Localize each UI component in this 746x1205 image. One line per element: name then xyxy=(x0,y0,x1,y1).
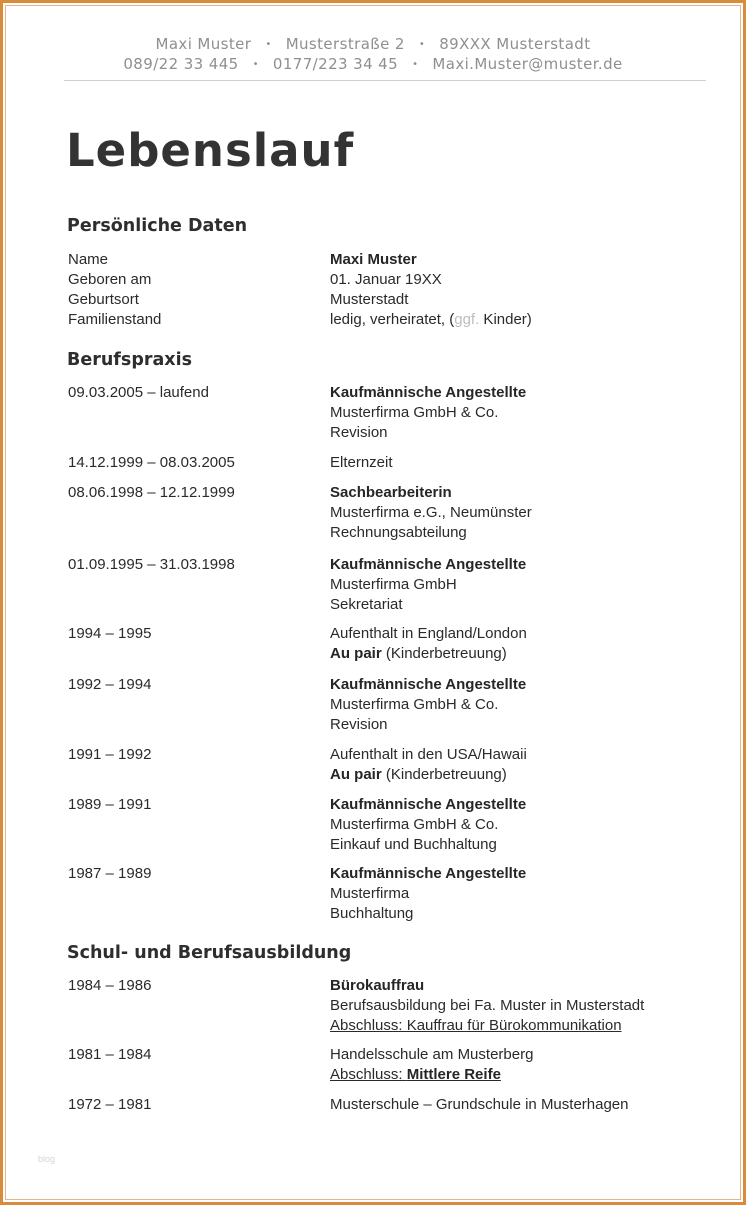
separator-dot: • xyxy=(265,38,272,50)
contact-line-1 xyxy=(0,34,746,54)
row-value: Musterstadt xyxy=(330,291,409,308)
entry-note: (Kinderbetreuung) xyxy=(381,765,507,783)
entry-line: Handelsschule am Musterberg xyxy=(330,1046,534,1063)
entry-company: Musterfirma GmbH xyxy=(330,575,457,593)
entry-date: 1991 – 1992 xyxy=(68,746,152,763)
entry-department: Einkauf und Buchhaltung xyxy=(330,835,497,853)
entry-details xyxy=(330,745,527,785)
marital-optional: ggf. xyxy=(454,311,480,328)
entry-line: Aufenthalt in England/London xyxy=(330,625,527,642)
entry-details xyxy=(330,1095,629,1115)
header-mobile: 0177/223 34 45 xyxy=(272,55,399,73)
entry-line xyxy=(330,765,527,785)
entry-role: Kaufmännische Angestellte xyxy=(330,796,527,813)
entry-text: Elternzeit xyxy=(330,454,393,471)
row-value: 01. Januar 19XX xyxy=(330,271,442,288)
entry-date: 1981 – 1984 xyxy=(68,1046,152,1063)
entry-details xyxy=(330,624,527,664)
row-value xyxy=(330,310,532,330)
entry-role: Kaufmännische Angestellte xyxy=(330,556,527,573)
header-divider xyxy=(64,80,706,81)
section-heading-personal: Persönliche Daten xyxy=(67,216,248,236)
entry-date: 08.06.1998 – 12.12.1999 xyxy=(68,484,235,501)
entry-line xyxy=(330,644,527,664)
watermark-text: blog xyxy=(38,1154,56,1164)
entry-date: 01.09.1995 – 31.03.1998 xyxy=(68,556,235,573)
entry-company: Musterfirma GmbH & Co. xyxy=(330,815,499,833)
entry-role: Sachbearbeiterin xyxy=(330,484,452,501)
entry-date: 1984 – 1986 xyxy=(68,977,152,994)
entry-company: Musterfirma GmbH & Co. xyxy=(330,695,499,713)
entry-date: 1987 – 1989 xyxy=(68,865,152,882)
marital-text: ledig, verheiratet, ( xyxy=(330,311,455,328)
entry-role: Kaufmännische Angestellte xyxy=(330,865,527,882)
entry-department: Revision xyxy=(330,423,388,441)
row-label: Geboren am xyxy=(68,271,152,288)
entry-department: Sekretariat xyxy=(330,595,403,613)
entry-department: Buchhaltung xyxy=(330,904,414,922)
entry-details xyxy=(330,383,526,442)
entry-line: Musterschule – Grundschule in Musterhagen xyxy=(330,1096,629,1113)
entry-role: Kaufmännische Angestellte xyxy=(330,384,527,401)
entry-role: Au pair xyxy=(330,644,382,662)
document-title: Lebenslauf xyxy=(66,124,355,177)
entry-details xyxy=(330,976,644,1035)
entry-date: 1992 – 1994 xyxy=(68,676,152,693)
entry-role: Bürokauffrau xyxy=(330,977,425,994)
entry-line: Aufenthalt in den USA/Hawaii xyxy=(330,746,527,763)
entry-date: 1972 – 1981 xyxy=(68,1096,152,1113)
entry-details xyxy=(330,864,526,923)
header-email: Maxi.Muster@muster.de xyxy=(432,55,623,73)
entry-role: Kaufmännische Angestellte xyxy=(330,676,527,693)
entry-company: Musterfirma e.G., Neumünster xyxy=(330,503,532,521)
entry-line: Berufsausbildung bei Fa. Muster in Musterstadt xyxy=(330,996,645,1014)
contact-line-2 xyxy=(0,54,746,74)
entry-date: 14.12.1999 – 08.03.2005 xyxy=(68,454,235,471)
section-heading-career: Berufspraxis xyxy=(67,350,192,370)
separator-dot: • xyxy=(418,38,426,50)
row-label: Name xyxy=(68,251,109,268)
contact-header xyxy=(0,34,746,74)
header-phone: 089/22 33 445 xyxy=(123,55,239,73)
entry-details xyxy=(330,555,526,614)
entry-qualification xyxy=(330,1065,533,1085)
row-label: Geburtsort xyxy=(68,291,139,308)
entry-details xyxy=(330,795,526,854)
row-value: Maxi Muster xyxy=(330,251,417,268)
entry-company: Musterfirma xyxy=(330,884,410,902)
separator-dot: • xyxy=(412,58,419,70)
header-name: Maxi Muster xyxy=(155,35,252,53)
entry-department: Rechnungsabteilung xyxy=(330,523,467,541)
header-street: Musterstraße 2 xyxy=(285,35,405,53)
entry-qualification: Abschluss: Kauffrau für Bürokommunikation xyxy=(330,1016,622,1034)
row-label: Familienstand xyxy=(68,311,162,328)
entry-note: (Kinderbetreuung) xyxy=(381,644,507,662)
entry-details xyxy=(330,453,393,473)
separator-dot: • xyxy=(252,58,259,70)
header-city: 89XXX Musterstadt xyxy=(439,35,591,53)
qualification-label: Abschluss: xyxy=(330,1065,403,1083)
entry-details xyxy=(330,483,532,542)
section-heading-education: Schul- und Berufsausbildung xyxy=(67,943,352,963)
entry-company: Musterfirma GmbH & Co. xyxy=(330,403,499,421)
entry-department: Revision xyxy=(330,715,388,733)
entry-date: 1994 – 1995 xyxy=(68,625,152,642)
entry-details xyxy=(330,1045,533,1085)
marital-children: Kinder) xyxy=(479,311,532,328)
qualification-value: Mittlere Reife xyxy=(406,1065,501,1083)
entry-date: 09.03.2005 – laufend xyxy=(68,384,209,401)
entry-date: 1989 – 1991 xyxy=(68,796,152,813)
entry-role: Au pair xyxy=(330,765,382,783)
entry-details xyxy=(330,675,526,734)
